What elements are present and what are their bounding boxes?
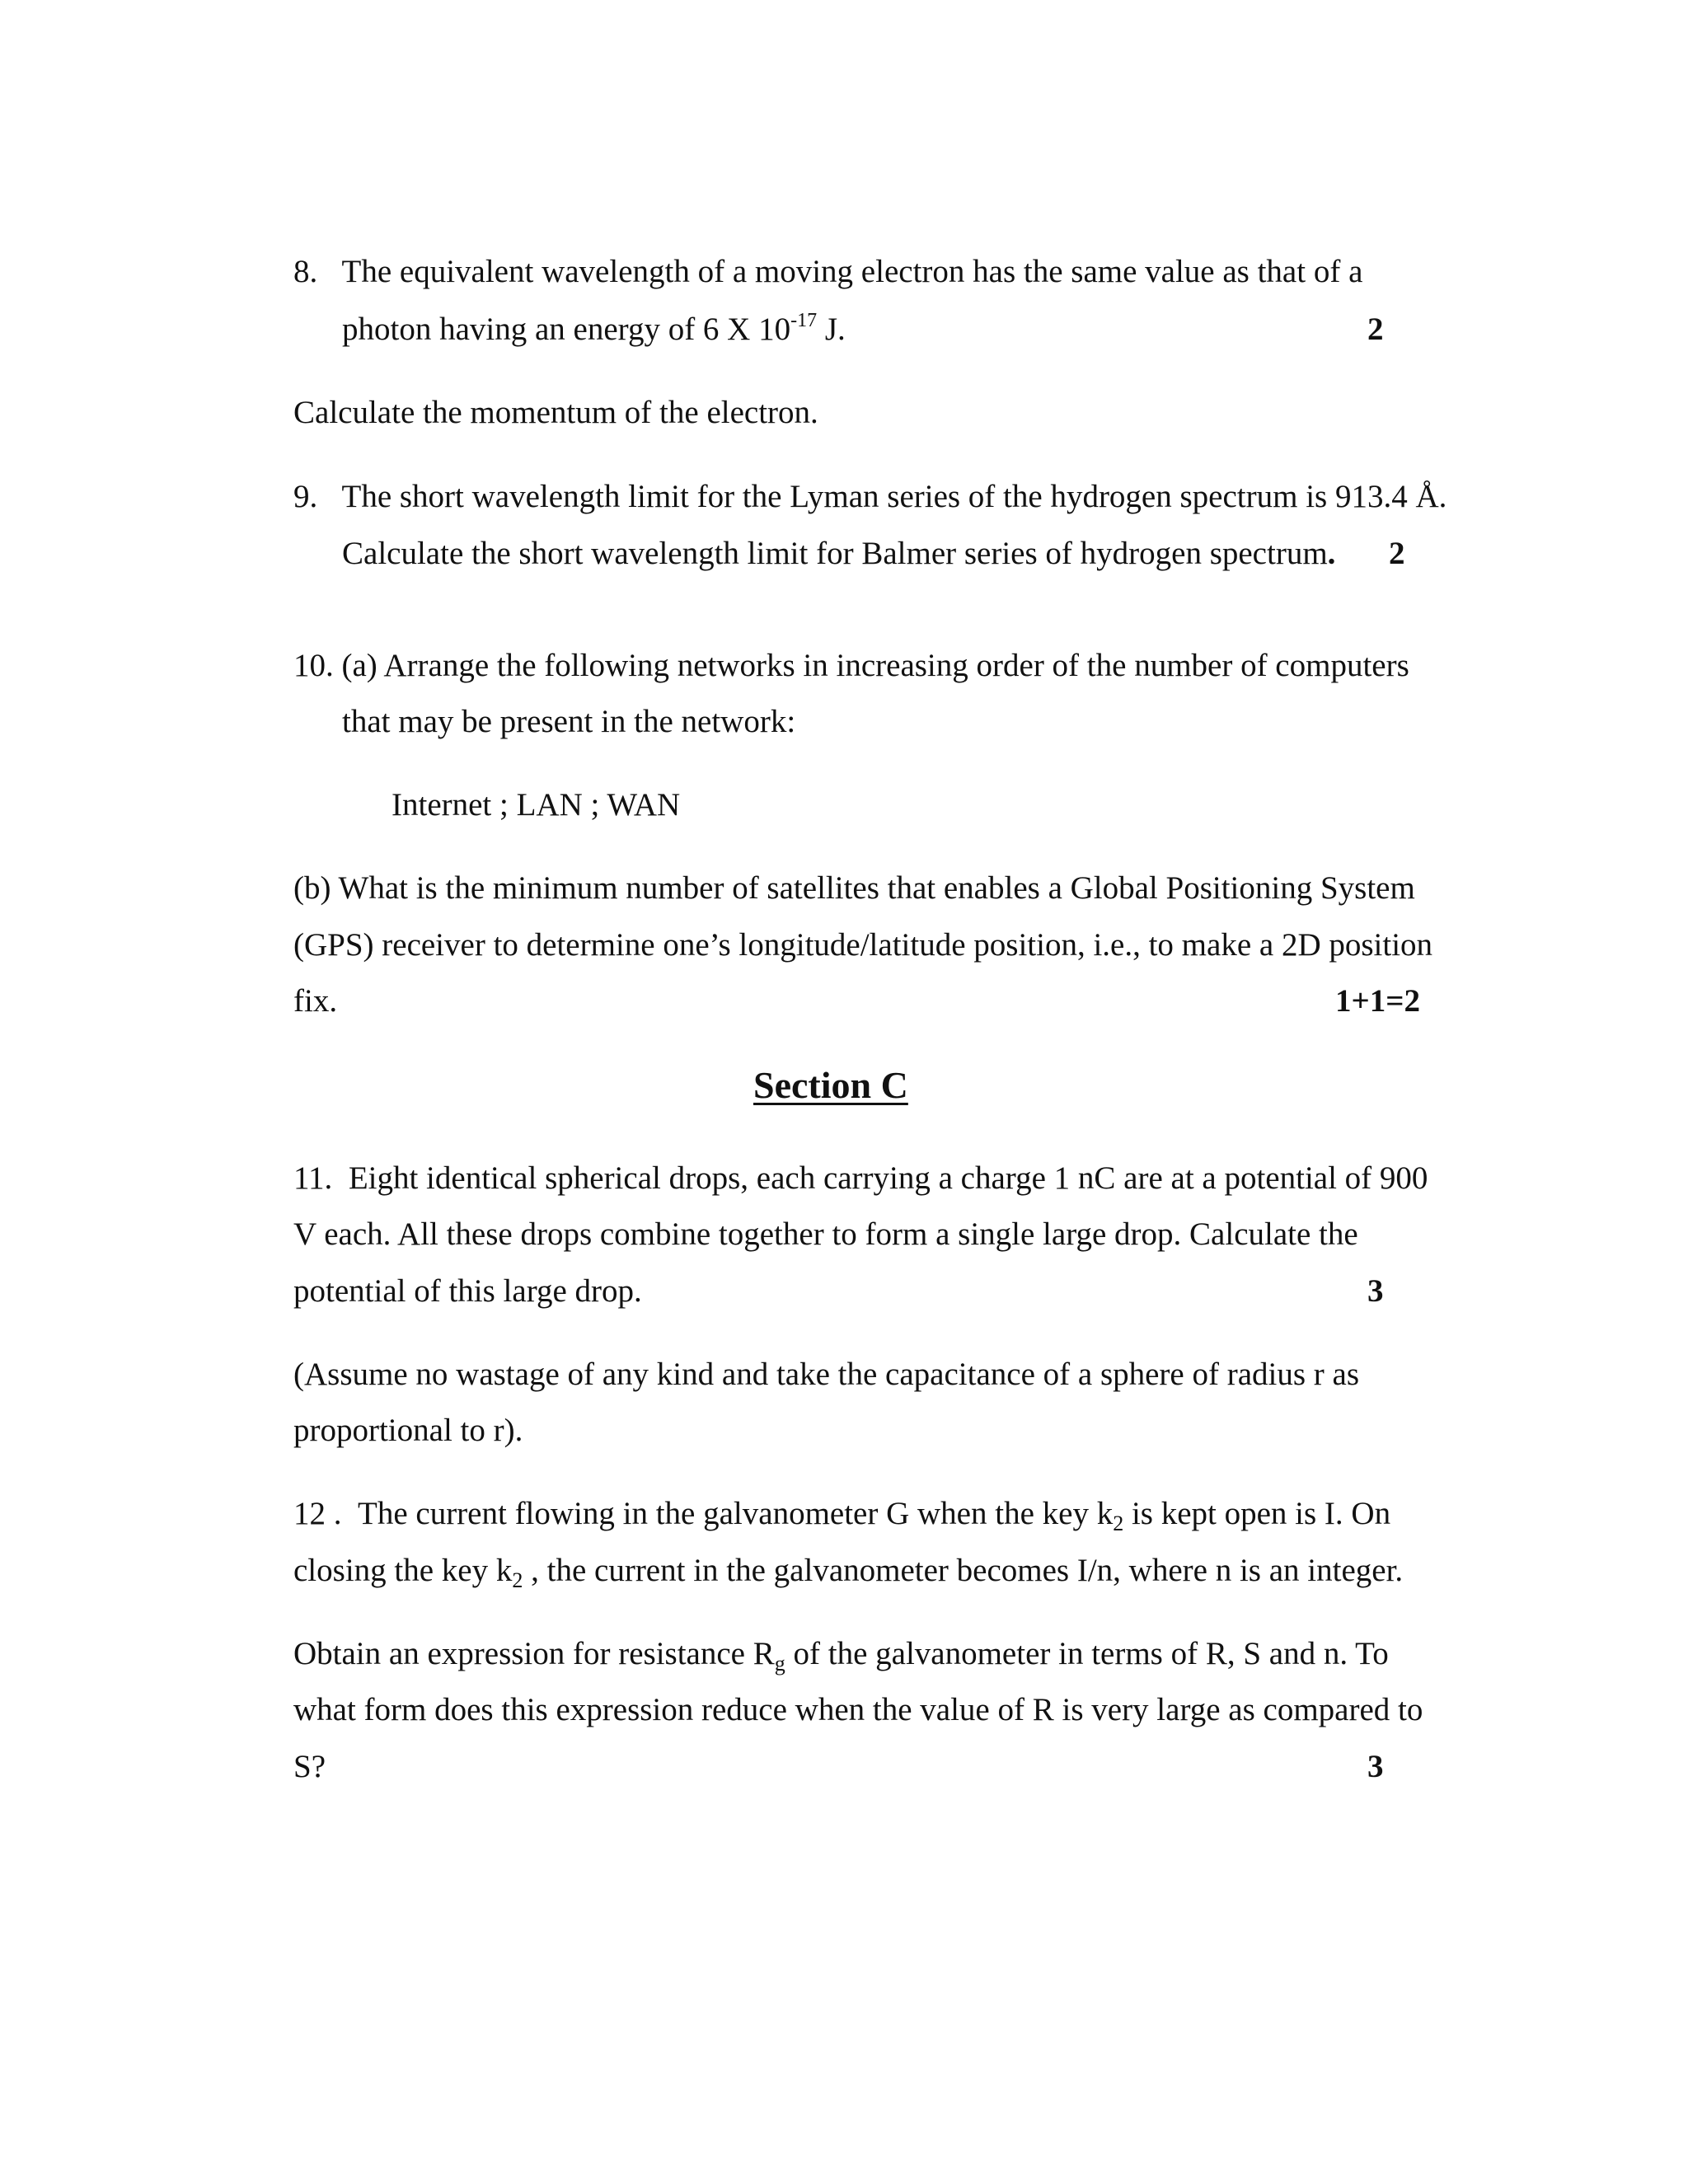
q12-marks: 3 [1367, 1749, 1384, 1784]
q8-text-line-2-end: J. [817, 312, 846, 347]
q8-text-line-2: photon having an energy of 6 X 10 [342, 312, 791, 347]
q11-line-1 [293, 1162, 1428, 1194]
q12-number: 12 . [293, 1496, 342, 1531]
q12-p2-text-line-3: S? [293, 1749, 326, 1784]
q10-a-list: Internet ; LAN ; WAN [392, 787, 681, 823]
q11-note-line-1: (Assume no wastage of any kind and take the capacitance of a sphere of radius r as [293, 1357, 1359, 1392]
q10-a-text-line-2: that may be present in the network: [342, 704, 796, 739]
q12-p2-text-line-1: Obtain an expression for resistance R [293, 1636, 775, 1671]
q12-text-line-2: closing the key k [293, 1553, 513, 1588]
q9-text-line-2: Calculate the short wavelength limit for Balmer series of hydrogen spectrum [342, 536, 1328, 571]
q8-marks: 2 [1367, 312, 1384, 347]
q8-exponent: -17 [790, 310, 818, 331]
q8-line-1 [293, 255, 1362, 288]
q11-text-line-2: V each. All these drops combine together to form a single large drop. Calculate the [293, 1216, 1358, 1252]
q9-line-2 [342, 537, 1335, 569]
q9-text-line-1: The short wavelength limit for the Lyman series of the hydrogen spectrum is 913.4 Å. [341, 479, 1447, 514]
q12-p2-line-1 [293, 1636, 1389, 1675]
q12-text-line-2-end: , the current in the galvanometer becomes I/n, where n is an integer. [523, 1553, 1404, 1588]
q9-number: 9. [293, 479, 318, 514]
q12-text-line-1-end: is kept open is I. On [1123, 1496, 1391, 1531]
q12-text-line-1: The current flowing in the galvanometer G when the key k [358, 1496, 1114, 1531]
q12-p2-text-line-2: what form does this expression reduce when the value of R is very large as compared to [293, 1692, 1423, 1727]
q11-marks: 3 [1367, 1273, 1384, 1309]
q10-b-text-line-2: (GPS) receiver to determine one’s longitude/latitude position, i.e., to make a 2D position [293, 927, 1433, 963]
q10-a-text-line-1: (a) Arrange the following networks in increasing order of the number of computers [341, 648, 1409, 683]
q8-text-line-1: The equivalent wavelength of a moving electron has the same value as that of a [341, 254, 1363, 289]
q11-text-line-1: Eight identical spherical drops, each carrying a charge 1 nC are at a potential of 900 [348, 1160, 1428, 1196]
q10-marks: 1+1=2 [1335, 983, 1420, 1019]
q8-number: 8. [293, 254, 318, 289]
q11-number: 11. [293, 1160, 333, 1196]
q12-line-2-subscript: 2 [512, 1568, 523, 1592]
q12-p2-subscript: g [774, 1652, 785, 1675]
q9-line-1 [293, 480, 1447, 513]
q11-note-line-2: proportional to r). [293, 1413, 523, 1448]
q10-number: 10. [293, 648, 334, 683]
q12-line-1-subscript: 2 [1113, 1511, 1124, 1535]
q9-text-period: . [1327, 536, 1336, 571]
q12-line-2 [293, 1553, 1404, 1592]
q8-sub-question: Calculate the momentum of the electron. [293, 395, 818, 430]
q10-b-text-line-1: (b) What is the minimum number of satellites that enables a Global Positioning System [293, 870, 1415, 906]
q12-p2-text-line-1-end: of the galvanometer in terms of R, S and n. To [785, 1636, 1389, 1671]
q11-text-line-3: potential of this large drop. [293, 1273, 642, 1309]
q8-line-2 [342, 310, 846, 347]
q10-b-text-line-3: fix. [293, 983, 338, 1019]
q12-line-1 [293, 1496, 1391, 1535]
q9-marks: 2 [1389, 536, 1405, 571]
q10-line-1 [293, 649, 1409, 682]
section-c-heading: Section C [753, 1064, 908, 1106]
